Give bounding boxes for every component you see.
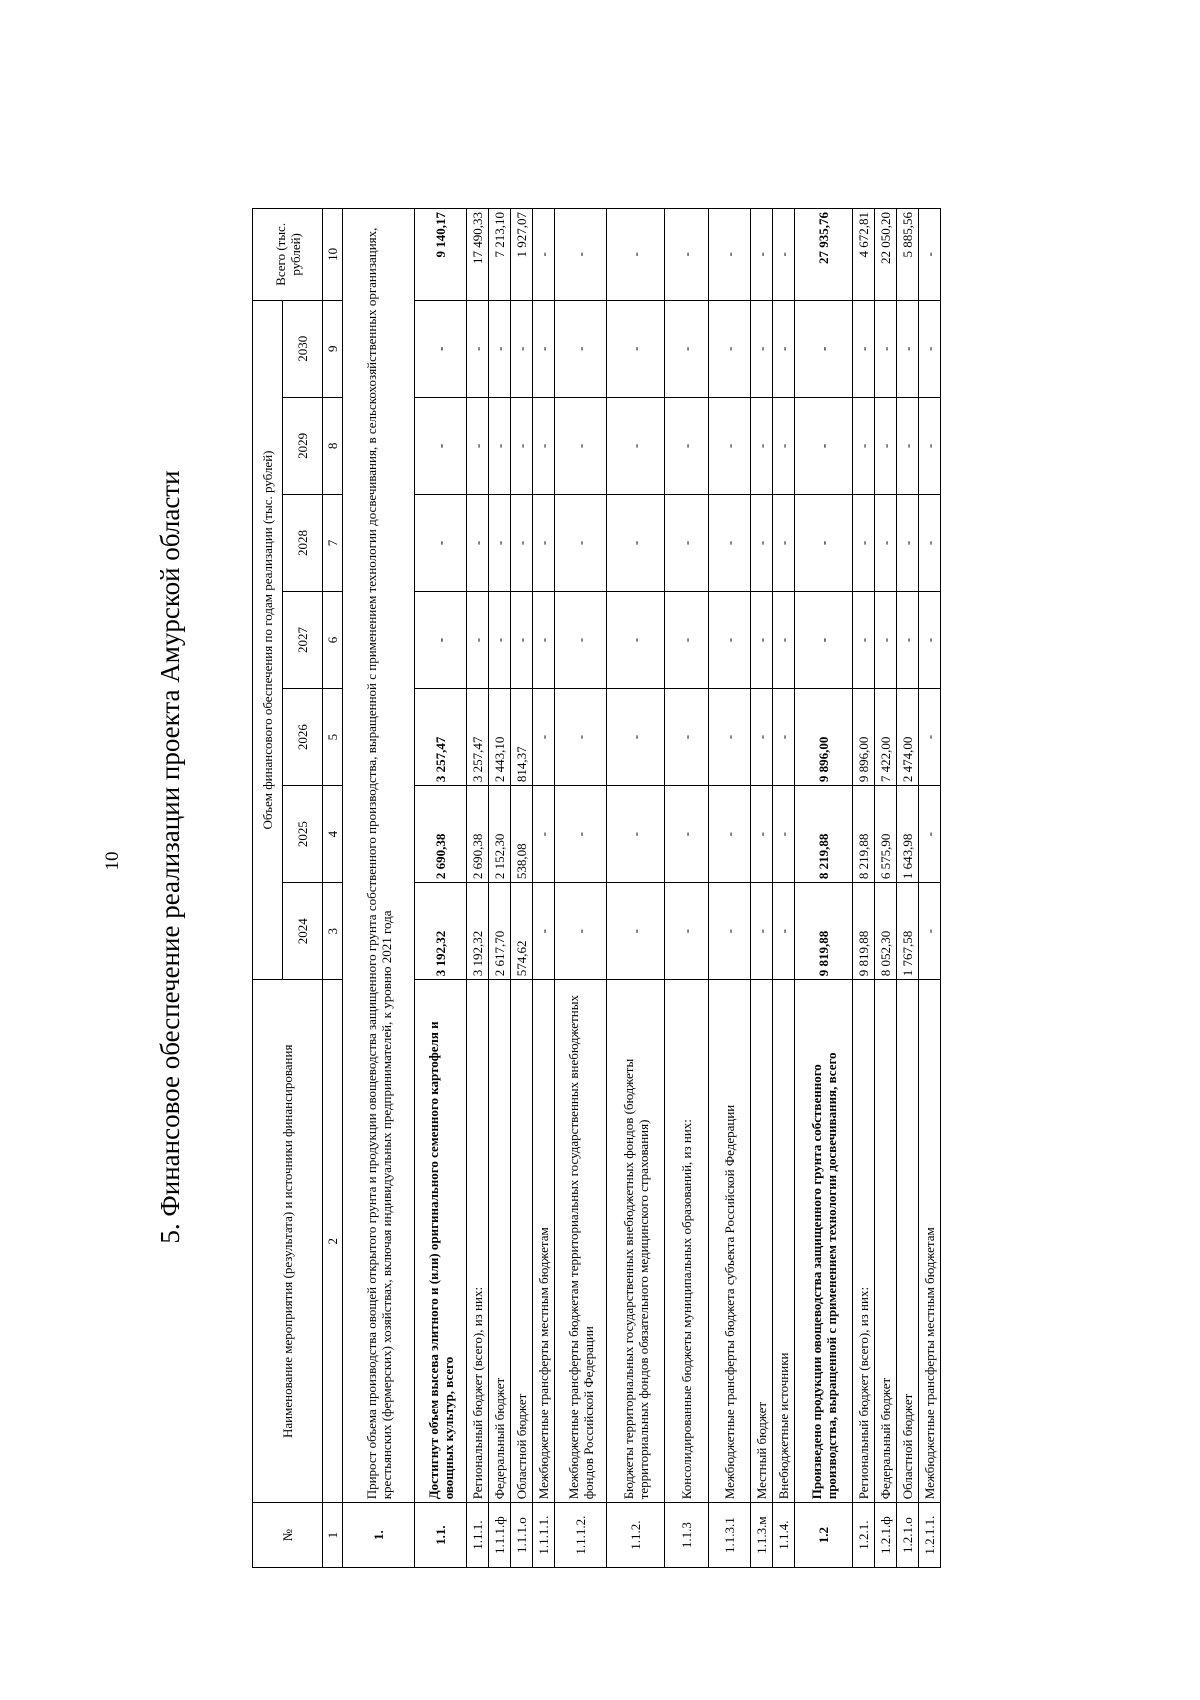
- year-value: -: [555, 689, 607, 786]
- year-value: -: [489, 591, 511, 688]
- row-total: 27 935,76: [795, 209, 853, 301]
- year-value: -: [919, 397, 941, 494]
- column-number: 4: [323, 786, 343, 883]
- row-name: Внебюджетные источники: [773, 980, 795, 1503]
- financing-table: [252, 208, 941, 1568]
- row-number: 1.: [343, 1503, 415, 1568]
- row-total: 4 672,81: [853, 209, 875, 301]
- year-value: -: [773, 397, 795, 494]
- year-value: -: [875, 591, 897, 688]
- year-value: 2 690,38: [467, 786, 489, 883]
- section-title: Прирост объема производства овощей открытого грунта и продукции овощеводства защищенного грунта собственного производства, выращенной с применением технологии досвечивания, в сельскохозяйственных организациях, крестьянских (фермерских) хозяйствах, включая индивидуальных предпринимателей, к уровню 2021 года: [343, 209, 415, 1503]
- year-value: -: [709, 786, 751, 883]
- row-name: Произведено продукции овощеводства защищенного грунта собственного производства, выращенной с применением технологии досвечивания, всего: [795, 980, 853, 1503]
- year-value: -: [665, 689, 709, 786]
- row-number: 1.2.1.1.: [919, 1503, 941, 1568]
- table-row: [511, 209, 533, 1568]
- year-value: -: [607, 786, 665, 883]
- year-value: -: [875, 494, 897, 591]
- column-number: 7: [323, 494, 343, 591]
- year-value: -: [751, 494, 773, 591]
- row-name: Консолидированные бюджеты муниципальных образований, из них:: [665, 980, 709, 1503]
- year-value: 8 052,30: [875, 883, 897, 980]
- table-row: [607, 209, 665, 1568]
- year-value: -: [533, 397, 555, 494]
- table-row: [533, 209, 555, 1568]
- year-value: -: [919, 591, 941, 688]
- year-value: -: [751, 786, 773, 883]
- year-value: -: [709, 397, 751, 494]
- year-value: -: [533, 883, 555, 980]
- column-number: 8: [323, 397, 343, 494]
- year-value: 9 819,88: [795, 883, 853, 980]
- year-value: 8 219,88: [853, 786, 875, 883]
- year-value: -: [709, 591, 751, 688]
- row-name: Местный бюджет: [751, 980, 773, 1503]
- row-number: 1.1.1.: [467, 1503, 489, 1568]
- year-value: -: [919, 300, 941, 397]
- row-number: 1.2.1.ф: [875, 1503, 897, 1568]
- year-value: -: [795, 494, 853, 591]
- row-total: -: [533, 209, 555, 301]
- year-value: -: [607, 397, 665, 494]
- row-name: Бюджеты территориальных государственных внебюджетных фондов (бюджеты территориальных фондов обязательного медицинского страхования): [607, 980, 665, 1503]
- year-value: -: [467, 397, 489, 494]
- year-value: -: [607, 591, 665, 688]
- year-value: -: [489, 397, 511, 494]
- row-number: 1.1.4.: [773, 1503, 795, 1568]
- column-number: 1: [323, 1503, 343, 1568]
- row-total: -: [773, 209, 795, 301]
- row-number: 1.1.: [415, 1503, 467, 1568]
- year-value: -: [773, 689, 795, 786]
- row-total: 22 050,20: [875, 209, 897, 301]
- year-value: -: [853, 300, 875, 397]
- column-number: 9: [323, 300, 343, 397]
- table-row: [665, 209, 709, 1568]
- year-value: -: [533, 591, 555, 688]
- year-value: 6 575,90: [875, 786, 897, 883]
- year-value: -: [751, 883, 773, 980]
- header-number: №: [253, 1503, 323, 1568]
- year-value: -: [555, 883, 607, 980]
- header-year: 2024: [283, 883, 323, 980]
- row-name: Региональный бюджет (всего), из них:: [853, 980, 875, 1503]
- year-value: -: [511, 494, 533, 591]
- year-value: -: [795, 397, 853, 494]
- row-name: Межбюджетные трансферты местным бюджетам: [533, 980, 555, 1503]
- row-name: Межбюджетные трансферты бюджетам территориальных государственных внебюджетных фондов Российской Федерации: [555, 980, 607, 1503]
- row-number: 1.2.1.о: [897, 1503, 919, 1568]
- row-number: 1.1.3.1: [709, 1503, 751, 1568]
- header-year: 2028: [283, 494, 323, 591]
- year-value: 2 474,00: [897, 689, 919, 786]
- table-row: [795, 209, 853, 1568]
- year-value: -: [533, 689, 555, 786]
- year-value: -: [709, 494, 751, 591]
- year-value: -: [751, 689, 773, 786]
- header-year: 2029: [283, 397, 323, 494]
- year-value: -: [555, 494, 607, 591]
- row-name: Федеральный бюджет: [875, 980, 897, 1503]
- year-value: 9 819,88: [853, 883, 875, 980]
- row-number: 1.2: [795, 1503, 853, 1568]
- header-year: 2025: [283, 786, 323, 883]
- row-number: 1.1.1.ф: [489, 1503, 511, 1568]
- year-value: -: [795, 300, 853, 397]
- row-number: 1.1.3.м: [751, 1503, 773, 1568]
- column-number: 6: [323, 591, 343, 688]
- header-year: 2030: [283, 300, 323, 397]
- year-value: -: [511, 591, 533, 688]
- year-value: 8 219,88: [795, 786, 853, 883]
- year-value: -: [709, 883, 751, 980]
- table-row: [709, 209, 751, 1568]
- year-value: -: [607, 689, 665, 786]
- year-value: -: [665, 883, 709, 980]
- column-number: 5: [323, 689, 343, 786]
- row-total: 5 885,56: [897, 209, 919, 301]
- year-value: 2 152,30: [489, 786, 511, 883]
- row-name: Областной бюджет: [511, 980, 533, 1503]
- year-value: -: [511, 397, 533, 494]
- year-value: -: [665, 397, 709, 494]
- year-value: -: [853, 591, 875, 688]
- year-value: -: [773, 786, 795, 883]
- year-value: -: [467, 591, 489, 688]
- year-value: -: [773, 494, 795, 591]
- column-number: 3: [323, 883, 343, 980]
- year-value: 1 643,98: [897, 786, 919, 883]
- rotated-table-container: [252, 208, 1042, 1568]
- row-total: -: [709, 209, 751, 301]
- year-value: 2 690,38: [415, 786, 467, 883]
- row-total: 1 927,07: [511, 209, 533, 301]
- year-value: -: [919, 494, 941, 591]
- year-value: 3 192,32: [415, 883, 467, 980]
- year-value: -: [467, 300, 489, 397]
- year-value: -: [709, 689, 751, 786]
- row-total: -: [751, 209, 773, 301]
- row-name: Областной бюджет: [897, 980, 919, 1503]
- table-row: [555, 209, 607, 1568]
- year-value: -: [751, 591, 773, 688]
- row-number: 1.1.3: [665, 1503, 709, 1568]
- year-value: -: [607, 494, 665, 591]
- table-row: [415, 209, 467, 1568]
- year-value: -: [773, 591, 795, 688]
- year-value: -: [555, 397, 607, 494]
- year-value: -: [415, 591, 467, 688]
- year-value: -: [555, 591, 607, 688]
- year-value: -: [489, 300, 511, 397]
- year-value: 2 443,10: [489, 689, 511, 786]
- document-title: 5. Финансовое обеспечение реализации проекта Амурской области: [155, 470, 185, 1244]
- year-value: -: [467, 494, 489, 591]
- row-name: Достигнут объем высева элитного и (или) оригинального семенного картофеля и овощных культур, всего: [415, 980, 467, 1503]
- year-value: -: [489, 494, 511, 591]
- year-value: 574,62: [511, 883, 533, 980]
- row-number: 1.1.1.о: [511, 1503, 533, 1568]
- header-year: 2026: [283, 689, 323, 786]
- year-value: 814,37: [511, 689, 533, 786]
- year-value: -: [415, 397, 467, 494]
- table-row: [751, 209, 773, 1568]
- header-total: Всего (тыс. рублей): [253, 209, 323, 301]
- page-number: 10: [102, 851, 123, 871]
- row-name: Межбюджетные трансферты местным бюджетам: [919, 980, 941, 1503]
- year-value: -: [875, 397, 897, 494]
- year-value: -: [751, 300, 773, 397]
- row-number: 1.1.2.: [607, 1503, 665, 1568]
- year-value: -: [919, 689, 941, 786]
- year-value: -: [607, 300, 665, 397]
- year-value: -: [415, 300, 467, 397]
- year-value: -: [665, 786, 709, 883]
- year-value: 7 422,00: [875, 689, 897, 786]
- table-row: [467, 209, 489, 1568]
- table-row: [773, 209, 795, 1568]
- table-row: [897, 209, 919, 1568]
- year-value: 3 257,47: [415, 689, 467, 786]
- year-value: -: [897, 591, 919, 688]
- year-value: -: [751, 397, 773, 494]
- year-value: 9 896,00: [853, 689, 875, 786]
- row-name: Федеральный бюджет: [489, 980, 511, 1503]
- year-value: 1 767,58: [897, 883, 919, 980]
- year-value: -: [665, 591, 709, 688]
- row-number: 1.2.1.: [853, 1503, 875, 1568]
- header-name: Наименование мероприятия (результата) и источники финансирования: [253, 980, 323, 1503]
- year-value: 3 257,47: [467, 689, 489, 786]
- year-value: -: [919, 786, 941, 883]
- year-value: -: [853, 397, 875, 494]
- table-row: [919, 209, 941, 1568]
- year-value: -: [773, 883, 795, 980]
- year-value: -: [795, 591, 853, 688]
- header-years-group: Объем финансового обеспечения по годам реализации (тыс. рублей): [253, 300, 283, 980]
- year-value: -: [607, 883, 665, 980]
- year-value: -: [665, 300, 709, 397]
- row-total: -: [607, 209, 665, 301]
- year-value: -: [773, 300, 795, 397]
- year-value: -: [511, 300, 533, 397]
- year-value: -: [665, 494, 709, 591]
- year-value: -: [709, 300, 751, 397]
- table-row: [853, 209, 875, 1568]
- year-value: -: [533, 494, 555, 591]
- year-value: -: [555, 786, 607, 883]
- column-number: 10: [323, 209, 343, 301]
- year-value: -: [897, 300, 919, 397]
- row-name: Межбюджетные трансферты бюджета субъекта Российской Федерации: [709, 980, 751, 1503]
- section-row: [343, 209, 415, 1568]
- year-value: -: [919, 883, 941, 980]
- year-value: 3 192,32: [467, 883, 489, 980]
- row-total: 7 213,10: [489, 209, 511, 301]
- year-value: -: [853, 494, 875, 591]
- year-value: -: [533, 786, 555, 883]
- row-name: Региональный бюджет (всего), из них:: [467, 980, 489, 1503]
- row-total: 17 490,33: [467, 209, 489, 301]
- year-value: -: [897, 397, 919, 494]
- year-value: -: [533, 300, 555, 397]
- year-value: -: [875, 300, 897, 397]
- table-row: [489, 209, 511, 1568]
- year-value: -: [415, 494, 467, 591]
- header-year: 2027: [283, 591, 323, 688]
- year-value: 9 896,00: [795, 689, 853, 786]
- row-total: -: [555, 209, 607, 301]
- year-value: -: [555, 300, 607, 397]
- year-value: 2 617,70: [489, 883, 511, 980]
- year-value: 538,08: [511, 786, 533, 883]
- row-number: 1.1.1.2.: [555, 1503, 607, 1568]
- row-total: -: [919, 209, 941, 301]
- row-total: -: [665, 209, 709, 301]
- column-number: 2: [323, 980, 343, 1503]
- row-total: 9 140,17: [415, 209, 467, 301]
- year-value: -: [897, 494, 919, 591]
- row-number: 1.1.1.1.: [533, 1503, 555, 1568]
- table-row: [875, 209, 897, 1568]
